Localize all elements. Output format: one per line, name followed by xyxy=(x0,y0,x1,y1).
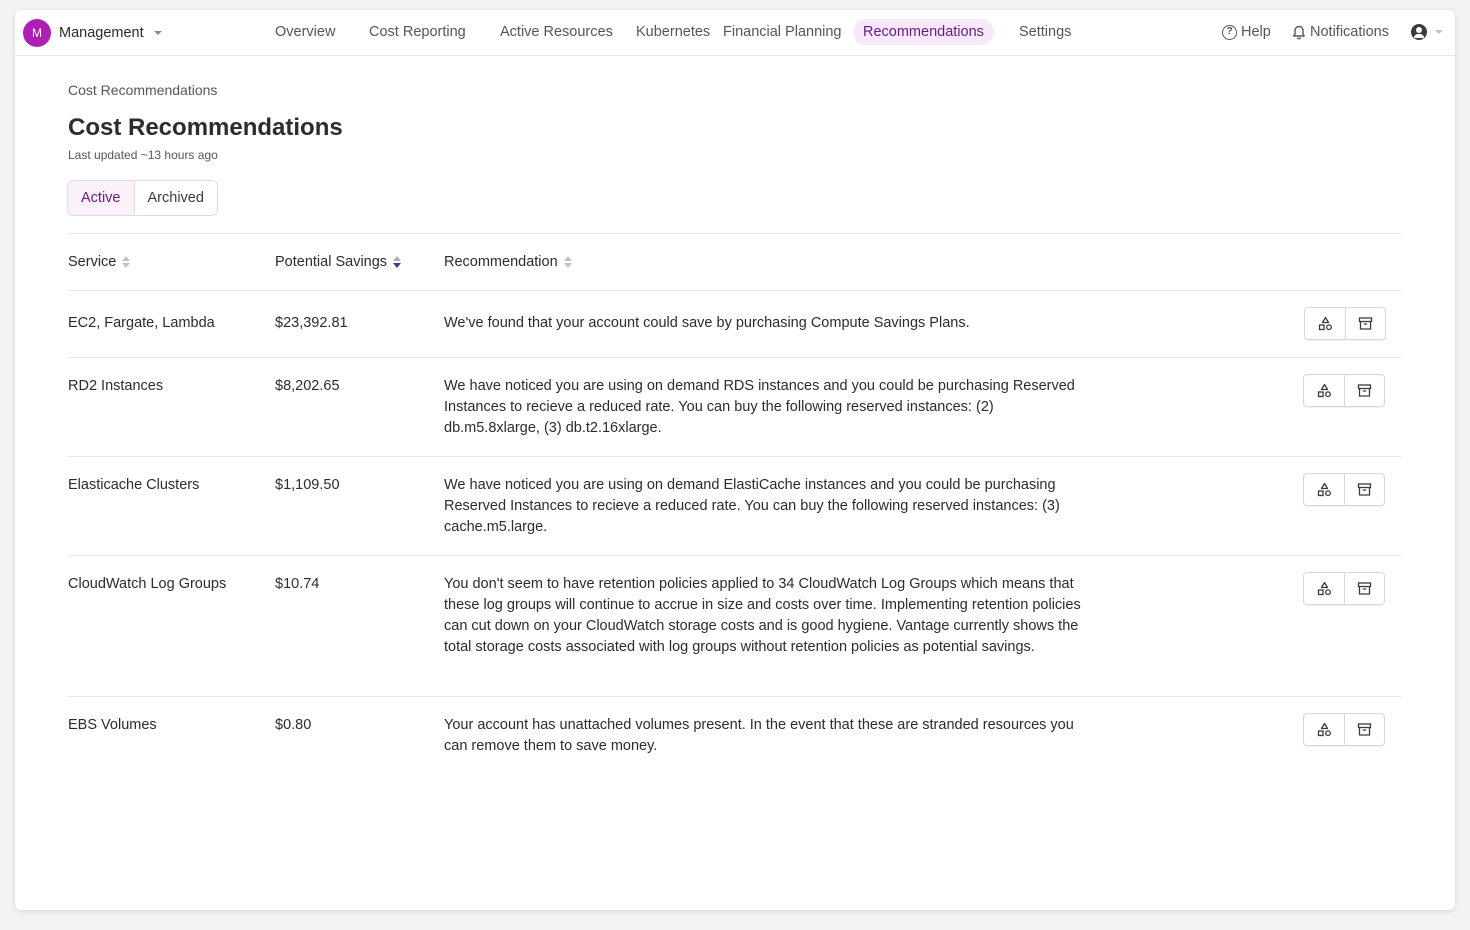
sort-icon xyxy=(564,256,572,268)
view-resources-button[interactable] xyxy=(1304,714,1344,745)
question-circle-icon: ? xyxy=(1222,25,1237,40)
table-row xyxy=(68,457,1401,556)
savings-cell: $0.80 xyxy=(275,717,312,733)
recommendation-cell: You don't seem to have retention policies applied to 34 CloudWatch Log Groups which means that these log groups will continue to accrue in size and costs over time. Implementing retention policies can cut down on your CloudWatch storage costs and is good hygiene. Vantage currently shows the total storage costs associated with log groups without retention policies as potential savings. xyxy=(444,576,1081,655)
org-avatar: M xyxy=(23,19,51,47)
nav-cost-reporting[interactable]: Cost Reporting xyxy=(369,24,466,40)
nav-financial-planning[interactable]: Financial Planning xyxy=(723,24,842,40)
table-row xyxy=(68,291,1401,358)
nav-settings[interactable]: Settings xyxy=(1019,24,1072,40)
savings-cell: $1,109.50 xyxy=(275,477,340,493)
page-title: Cost Recommendations xyxy=(68,114,343,141)
chevron-down-icon xyxy=(1435,30,1443,34)
view-resources-button[interactable] xyxy=(1305,308,1345,339)
user-avatar-icon xyxy=(1411,24,1427,40)
archive-button[interactable] xyxy=(1344,375,1384,406)
savings-cell: $8,202.65 xyxy=(275,378,340,394)
top-navigation xyxy=(15,10,1455,56)
archive-button[interactable] xyxy=(1344,573,1384,604)
recommendations-table xyxy=(68,233,1401,775)
recommendation-cell: We've found that your account could save by purchasing Compute Savings Plans. xyxy=(444,315,970,331)
nav-active-resources[interactable]: Active Resources xyxy=(500,24,613,40)
archive-button[interactable] xyxy=(1345,308,1385,339)
column-header-savings[interactable] xyxy=(275,254,401,270)
row-actions xyxy=(1303,473,1385,506)
org-switcher[interactable] xyxy=(23,18,162,48)
breadcrumb: Cost Recommendations xyxy=(68,82,218,98)
help-link[interactable] xyxy=(1222,19,1271,45)
row-actions xyxy=(1303,713,1385,746)
tab-active[interactable]: Active xyxy=(68,181,135,215)
view-resources-button[interactable] xyxy=(1304,474,1344,505)
notifications-label: Notifications xyxy=(1310,24,1389,40)
row-actions xyxy=(1303,572,1385,605)
view-resources-button[interactable] xyxy=(1304,375,1344,406)
tab-archived[interactable]: Archived xyxy=(147,190,204,206)
shapes-icon xyxy=(1318,316,1333,331)
chevron-down-icon xyxy=(154,31,162,35)
archive-icon xyxy=(1357,581,1372,596)
org-name: Management xyxy=(59,25,144,41)
service-cell: EBS Volumes xyxy=(68,717,157,733)
table-header xyxy=(68,233,1401,291)
column-header-service[interactable] xyxy=(68,254,130,270)
column-header-label: Service xyxy=(68,254,117,270)
row-actions xyxy=(1304,307,1386,340)
savings-cell: $10.74 xyxy=(275,576,320,592)
nav-kubernetes[interactable]: Kubernetes xyxy=(636,24,711,40)
service-cell: Elasticache Clusters xyxy=(68,477,200,493)
sort-icon xyxy=(122,256,130,268)
column-header-label: Recommendation xyxy=(444,254,558,270)
recommendation-cell: Your account has unattached volumes present. In the event that these are stranded resources you can remove them to save money. xyxy=(444,717,1074,754)
shapes-icon xyxy=(1317,383,1332,398)
table-row xyxy=(68,556,1401,697)
sort-desc-icon xyxy=(393,256,401,268)
column-header-recommendation[interactable] xyxy=(444,254,572,270)
archive-icon xyxy=(1357,383,1372,398)
shapes-icon xyxy=(1317,482,1332,497)
recommendation-cell: We have noticed you are using on demand ElastiCache instances and you could be purchasing Reserved Instances to recieve a reduced rate. You can buy the following reserved instances: (3) cache.m5.large. xyxy=(444,477,1060,535)
archive-icon xyxy=(1358,316,1373,331)
service-cell: RD2 Instances xyxy=(68,378,164,394)
table-row xyxy=(68,358,1401,457)
notifications-link[interactable] xyxy=(1292,19,1389,45)
archive-button[interactable] xyxy=(1344,474,1384,505)
last-updated-text: Last updated ~13 hours ago xyxy=(68,148,218,162)
nav-overview[interactable]: Overview xyxy=(275,24,336,40)
savings-cell: $23,392.81 xyxy=(275,315,348,331)
user-menu[interactable] xyxy=(1411,19,1443,45)
view-resources-button[interactable] xyxy=(1304,573,1344,604)
archive-icon xyxy=(1357,722,1372,737)
row-actions xyxy=(1303,374,1385,407)
help-label: Help xyxy=(1241,24,1271,40)
service-cell: CloudWatch Log Groups xyxy=(68,576,227,592)
archive-icon xyxy=(1357,482,1372,497)
nav-recommendations[interactable]: Recommendations xyxy=(853,19,994,45)
recommendation-cell: We have noticed you are using on demand RDS instances and you could be purchasing Reserved Instances to recieve a reduced rate. You can buy the following reserved instances: (2) db.m5.8xlarge, (3) db.t2.16xlarge. xyxy=(444,378,1075,436)
bell-icon xyxy=(1292,25,1306,40)
table-row xyxy=(68,697,1401,775)
column-header-label: Potential Savings xyxy=(275,254,388,270)
shapes-icon xyxy=(1317,581,1332,596)
status-tabs xyxy=(67,180,218,216)
archive-button[interactable] xyxy=(1344,714,1384,745)
shapes-icon xyxy=(1317,722,1332,737)
service-cell: EC2, Fargate, Lambda xyxy=(68,315,215,331)
app-window xyxy=(15,10,1455,910)
